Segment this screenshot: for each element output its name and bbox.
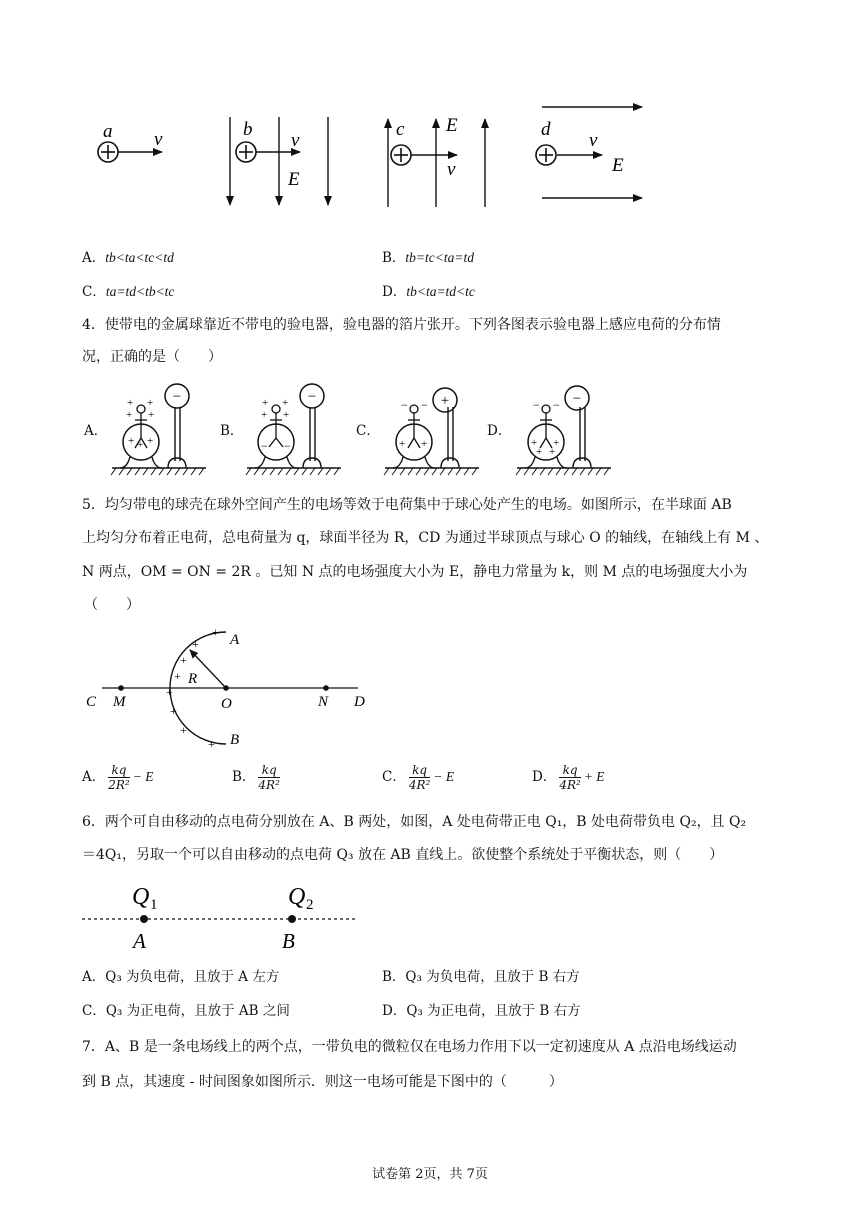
svg-text:−: − (421, 398, 428, 412)
q6-option-d[interactable] (382, 1005, 581, 1019)
q7-stem-line2: 到 B 点，其速度 - 时间图象如图所示．则这一电场可能是下图中的（ ） (82, 1074, 563, 1090)
q6-option-a[interactable] (82, 971, 279, 985)
q5-stem-line2: 上均匀分布着正电荷，总电荷量为 q，球面半径为 R，CD 为通过半球顶点与球心 O 的轴线，在轴线上有 M 、 (82, 530, 769, 546)
q6-stem-line1: 6．两个可自由移动的点电荷分别放在 A、B 两处，如图，A 处电荷带正电 Q₁，B 处电荷带负电 Q₂，且 Q₂ (82, 814, 747, 830)
label-E-b: E (288, 169, 300, 190)
q5-option-c-letter: C． (382, 769, 406, 785)
q5-option-c[interactable] (382, 764, 454, 791)
q6-option-c-letter: C． (82, 1003, 106, 1019)
q5-option-c-tail: − E (433, 769, 455, 784)
q6-option-d-letter: D． (382, 1003, 407, 1019)
q5-option-a-tail: − E (132, 769, 154, 784)
label-D: D (354, 694, 365, 710)
q5-stem-line3: N 两点，OM = ON = 2R 。已知 N 点的电场强度大小为 E，静电力常量为 k，则 M 点的电场强度大小为 (82, 564, 748, 580)
svg-text:+: + (148, 409, 155, 421)
case-c (388, 115, 485, 207)
label-A: A (230, 632, 240, 648)
q3-option-a[interactable] (82, 251, 174, 266)
q6-option-a-letter: A． (82, 969, 106, 985)
label-N: N (318, 694, 329, 710)
label-a: a (103, 121, 113, 142)
label-v-b: v (291, 130, 300, 151)
label-Q1: Q (132, 884, 150, 910)
q5-stem-line1: 5．均匀带电的球壳在球外空间产生的电场等效于电荷集中于球心处产生的电场。如图所示，在半球面 AB (82, 497, 732, 513)
svg-text:+: + (421, 438, 428, 450)
q5-option-d-tail: + E (583, 769, 605, 784)
q6-option-b[interactable] (382, 971, 580, 985)
q3-option-d[interactable] (382, 285, 475, 300)
svg-text:+: + (174, 669, 181, 683)
svg-text:+: + (553, 437, 560, 449)
q3-option-b[interactable] (382, 251, 474, 266)
q5-option-a-fraction: $\frac{kq}{\text{2R²}}$ (108, 763, 130, 792)
q4-option-c-letter[interactable]: C． (356, 423, 380, 439)
q6-option-a-text: Q₃ 为负电荷，且放于 A 左方 (105, 969, 280, 985)
label-Q1-sub: 1 (150, 897, 158, 913)
charges-line-figure (80, 875, 370, 955)
case-b (230, 117, 328, 205)
label-c: c (396, 119, 405, 140)
q6-option-c-text: Q₃ 为正电荷，且放于 AB 之间 (105, 1003, 290, 1019)
ball-sign-b: − (307, 389, 317, 405)
svg-text:+: + (261, 409, 268, 421)
label-v-c: v (447, 159, 456, 180)
q3-option-a-text: tb<ta<tc<td (105, 250, 174, 265)
svg-text:+: + (180, 723, 187, 737)
label-O: O (221, 696, 232, 712)
electroscope-c (383, 378, 487, 478)
svg-text:+: + (180, 653, 187, 667)
q5-option-a[interactable] (82, 764, 153, 791)
q3-option-b-letter: B． (382, 250, 406, 266)
ball-sign-a: − (172, 389, 182, 405)
q5-option-b-fraction: $\frac{kq}{\text{4R²}}$ (258, 763, 280, 792)
svg-text:+: + (212, 625, 219, 639)
q6-option-b-text: Q₃ 为负电荷，且放于 B 右方 (405, 969, 580, 985)
case-a (98, 121, 163, 162)
q6-option-d-text: Q₃ 为正电荷，且放于 B 右方 (406, 1003, 581, 1019)
label-point-A: A (133, 929, 146, 953)
q5-option-a-letter: A． (82, 769, 106, 785)
q5-option-d[interactable] (532, 764, 605, 791)
label-E-c: E (446, 115, 458, 136)
label-d: d (541, 119, 551, 140)
q3-option-c[interactable] (82, 285, 174, 300)
svg-text:+: + (147, 435, 154, 447)
svg-text:+: + (147, 397, 154, 409)
svg-text:+: + (170, 704, 177, 718)
case-d (536, 107, 642, 198)
svg-text:+: + (128, 435, 135, 447)
particle-fields-figure (80, 95, 660, 220)
svg-text:+: + (399, 438, 406, 450)
electroscope-d (515, 378, 619, 478)
label-v-a: v (154, 129, 163, 150)
label-point-B: B (282, 929, 295, 953)
label-Q2-sub: 2 (306, 897, 314, 913)
label-E-d: E (612, 155, 624, 176)
q5-option-d-letter: D． (532, 769, 557, 785)
q3-option-c-text: ta=td<tb<tc (105, 284, 175, 299)
q3-option-d-text: tb<ta=td<tc (406, 284, 475, 299)
q4-option-a-letter[interactable]: A． (84, 423, 108, 439)
svg-text:+: + (531, 437, 538, 449)
electroscope-b (245, 378, 349, 478)
q3-option-d-letter: D． (382, 284, 407, 300)
q5-stem-line4: （ ） (84, 597, 140, 613)
q5-option-c-fraction: $\frac{kq}{\text{4R²}}$ (408, 763, 431, 792)
q4-stem-line1: 4．使带电的金属球靠近不带电的验电器，验电器的箔片张开。下列各图表示验电器上感应电荷的分布情 (82, 317, 721, 333)
q3-option-b-text: tb=tc<ta=td (405, 250, 474, 265)
label-C: C (86, 694, 97, 710)
q3-option-a-letter: A． (82, 250, 106, 266)
svg-text:−: − (401, 398, 408, 412)
svg-text:−: − (261, 439, 268, 453)
label-b: b (243, 119, 253, 140)
q4-option-d-letter[interactable]: D． (487, 423, 512, 439)
svg-text:−: − (284, 439, 291, 453)
ball-sign-d: − (572, 391, 582, 407)
q6-option-c[interactable] (82, 1005, 290, 1019)
svg-text:+: + (192, 637, 199, 651)
svg-text:+: + (283, 409, 290, 421)
hemisphere-figure (80, 620, 380, 755)
label-B: B (230, 732, 240, 748)
q6-stem-line2: ＝4Q₁，另取一个可以自由移动的点电荷 Q₃ 放在 AB 直线上。欲使整个系统处于平衡状态，则（ ） (82, 847, 724, 863)
page-footer: 试卷第 2页，共 7页 (372, 1167, 488, 1182)
svg-text:+: + (166, 685, 173, 699)
label-v-d: v (589, 130, 598, 151)
svg-text:+: + (549, 446, 556, 458)
svg-text:−: − (533, 398, 540, 412)
label-M: M (113, 694, 126, 710)
svg-text:+: + (126, 409, 133, 421)
q6-option-b-letter: B． (382, 969, 406, 985)
q3-option-c-letter: C． (82, 284, 106, 300)
ball-sign-c: + (440, 393, 450, 409)
svg-text:+: + (137, 439, 144, 451)
label-R: R (188, 671, 198, 687)
q4-option-b-letter[interactable]: B． (220, 423, 244, 439)
svg-text:+: + (262, 397, 269, 409)
q4-stem-line2: 况，正确的是（ ） (82, 349, 222, 365)
electroscope-a (110, 378, 214, 478)
q5-option-b-letter: B． (232, 769, 256, 785)
label-Q2: Q (288, 884, 306, 910)
svg-text:+: + (127, 397, 134, 409)
svg-text:+: + (282, 397, 289, 409)
svg-text:+: + (208, 737, 215, 751)
svg-text:+: + (536, 446, 543, 458)
svg-text:−: − (553, 398, 560, 412)
q7-stem-line1: 7．A、B 是一条电场线上的两个点，一带负电的微粒仅在电场力作用下以一定初速度从 A 点沿电场线运动 (82, 1039, 737, 1055)
q5-option-d-fraction: $\frac{kq}{\text{4R²}}$ (559, 763, 581, 792)
q5-option-b[interactable] (232, 764, 283, 791)
